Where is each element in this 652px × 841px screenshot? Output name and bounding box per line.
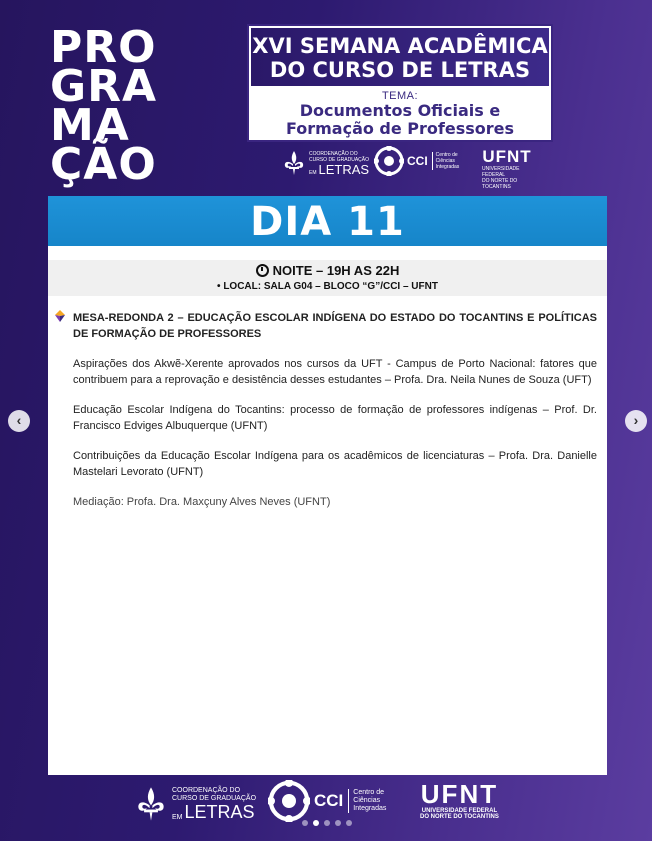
ufnt-sub2: DO NORTE DO TOCANTINS xyxy=(420,814,499,820)
letras-em: EM xyxy=(172,814,183,821)
event-title-box xyxy=(247,24,553,142)
mesa-heading xyxy=(55,310,597,342)
session-time-row xyxy=(48,260,607,278)
event-title-line2: DO CURSO DE LETRAS xyxy=(269,58,531,82)
letras-small-line1: COORDENAÇÃO DO xyxy=(309,150,358,157)
programacao-line: PRO xyxy=(50,22,157,73)
ufnt-sub1: UNIVERSIDADE FEDERAL xyxy=(482,166,520,178)
ufnt-sub2: DO NORTE DO TOCANTINS xyxy=(482,178,518,190)
session-local-row xyxy=(48,281,607,292)
clock-icon xyxy=(256,264,269,277)
talk-item: Educação Escolar Indígena do Tocantins: processo de formação de professores indígenas – Prof. Dr. Francisco Edviges Albuquerque (UFNT) xyxy=(73,404,597,432)
ufnt-logo xyxy=(482,148,532,190)
diamond-bullet-icon xyxy=(55,310,65,342)
letras-big: LETRAS xyxy=(318,161,370,177)
letras-small-line2: CURSO DE GRADUAÇÃO xyxy=(309,156,370,163)
carousel-dots xyxy=(302,820,352,826)
cci-desc1: Centro de xyxy=(353,789,385,796)
mediation: Mediação: Profa. Dra. Maxçuny Alves Neves (UFNT) xyxy=(73,496,331,508)
mesa-title: MESA-REDONDA 2 – EDUCAÇÃO ESCOLAR INDÍGENA DO ESTADO DO TOCANTINS E POLÍTICAS DE FORMAÇÃO DE PROFESSORES xyxy=(73,312,597,340)
ufnt-logo-bottom xyxy=(420,780,499,820)
top-logos xyxy=(282,146,532,190)
cci-desc3: Integradas xyxy=(353,805,387,812)
cci-logo xyxy=(374,146,459,176)
fleur-de-lis-icon xyxy=(134,786,168,822)
carousel-dot[interactable] xyxy=(335,820,341,826)
carousel-dot-active[interactable] xyxy=(313,820,319,826)
carousel-dot[interactable] xyxy=(346,820,352,826)
cci-name: CCI xyxy=(314,791,344,810)
letras-small-line2: CURSO DE GRADUAÇÃO xyxy=(172,795,257,802)
letras-small-line1: COORDENAÇÃO DO xyxy=(172,787,241,794)
theme-line1: Documentos Oficiais e xyxy=(299,101,501,120)
event-title-line1: XVI SEMANA ACADÊMICA xyxy=(252,34,548,58)
fleur-de-lis-icon xyxy=(282,150,306,176)
letras-logo-bottom xyxy=(134,786,256,822)
programacao-line: ÇÃO xyxy=(50,139,157,190)
ufnt-name: UFNT xyxy=(420,779,499,809)
programacao-line: MA xyxy=(50,100,130,151)
cci-emblem-icon xyxy=(268,780,310,822)
session-time: NOITE – 19H AS 22H xyxy=(272,263,400,278)
carousel-next-button[interactable]: › xyxy=(625,410,647,432)
cci-desc2: Ciências xyxy=(435,158,455,164)
cci-emblem-icon xyxy=(374,146,404,176)
bullet: • xyxy=(217,281,221,292)
program-content xyxy=(48,310,607,510)
programacao-title xyxy=(50,22,158,190)
carousel-dot[interactable] xyxy=(324,820,330,826)
ufnt-sub1: UNIVERSIDADE FEDERAL xyxy=(421,808,498,814)
programacao-line: GRA xyxy=(50,61,158,112)
cci-desc2: Ciências xyxy=(353,797,381,804)
letras-big: LETRAS xyxy=(184,802,255,822)
cci-desc1: Centro de xyxy=(435,152,458,158)
session-local: LOCAL: SALA G04 – BLOCO “G”/CCI – UFNT xyxy=(223,281,438,292)
event-title xyxy=(251,28,549,86)
day-banner: DIA 11 xyxy=(48,196,607,246)
cci-name: CCI xyxy=(407,154,428,168)
session-info xyxy=(48,260,607,296)
talk-item: Contribuições da Educação Escolar Indígena para os acadêmicos de licenciaturas – Profa. Dra. Danielle Mastelari Levorato (UFNT) xyxy=(73,450,597,478)
theme-label: TEMA: xyxy=(381,90,419,102)
carousel-prev-button[interactable]: ‹ xyxy=(8,410,30,432)
theme-line2: Formação de Professores xyxy=(285,119,515,138)
cci-logo-bottom xyxy=(268,780,386,822)
carousel-dot[interactable] xyxy=(302,820,308,826)
ufnt-name: UFNT xyxy=(482,147,532,166)
letras-logo xyxy=(282,150,369,176)
letras-em: EM xyxy=(309,169,317,176)
talk-item: Aspirações dos Akwẽ-Xerente aprovados nos cursos da UFT - Campus de Porto Nacional: fatores que contribuem para a reprovação e desistência desses estudantes – Profa. Dra. Neila Nunes de Souza (UFT) xyxy=(73,358,597,386)
schedule-card xyxy=(48,196,607,775)
cci-desc3: Integradas xyxy=(435,164,460,170)
